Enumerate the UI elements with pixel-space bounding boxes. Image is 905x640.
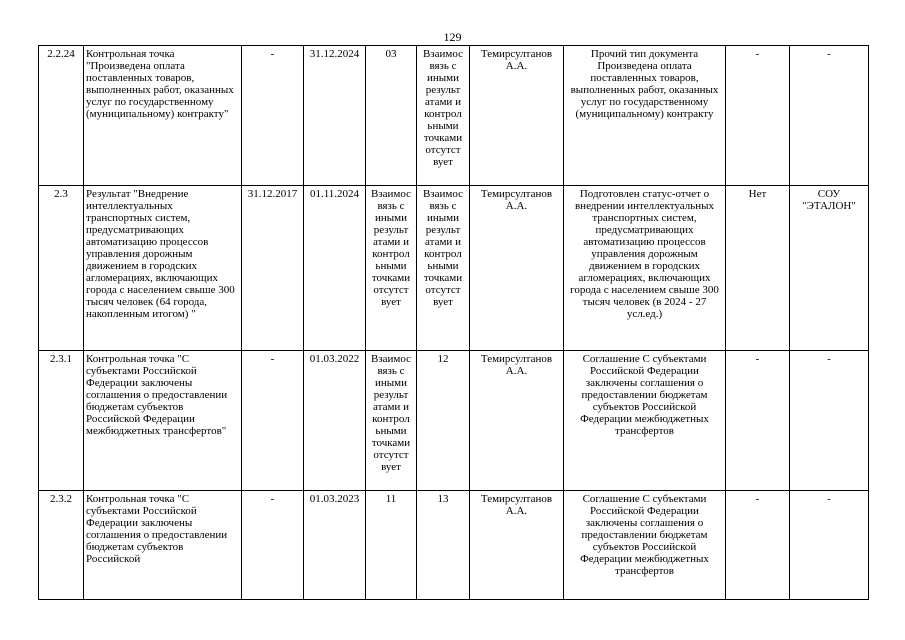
end-date: 01.03.2022 [304,351,366,491]
table-row [39,491,869,600]
predecessor: 03 [366,46,417,186]
end-date: 31.12.2024 [304,46,366,186]
table-row [39,186,869,351]
responsible-person: Темирсултанов А.А. [470,186,564,351]
start-date: - [242,351,304,491]
responsible-person: Темирсултанов А.А. [470,46,564,186]
row-number: 2.3.1 [39,351,84,491]
plan-table [38,45,869,600]
row-title: Контрольная точка "Произведена оплата поставленных товаров, выполненных работ, оказанных услуг по государственному (муниципальному) контракту" [84,46,242,186]
flag-cell: - [726,491,790,600]
flag-cell: - [726,46,790,186]
row-title: Контрольная точка "С субъектами Российской Федерации заключены соглашения о предоставлении бюджетам субъектов Российской [84,491,242,600]
end-date: 01.11.2024 [304,186,366,351]
document-type: Соглашение С субъектами Российской Федерации заключены соглашения о предоставлении бюджетам субъектов Российской Федерации межбюджетных трансфертов [564,351,726,491]
document-type: Подготовлен статус-отчет о внедрении интеллектуальных транспортных систем, предусматривающих автоматизацию процессов управления дорожным движением в городских агломерациях, включающих города с населением свыше 300 тысяч человек (в 2024 - 27 усл.ед.) [564,186,726,351]
start-date: - [242,46,304,186]
successor: 12 [417,351,470,491]
successor: 13 [417,491,470,600]
row-title: Контрольная точка "С субъектами Российской Федерации заключены соглашения о предоставлении бюджетам субъектов Российской Федерации межбюджетных трансфертов" [84,351,242,491]
predecessor: Взаимос вязь с иными результ атами и контрол ьными точками отсутст вует [366,186,417,351]
end-date: 01.03.2023 [304,491,366,600]
flag-cell: Нет [726,186,790,351]
successor: Взаимос вязь с иными результ атами и контрол ьными точками отсутст вует [417,46,470,186]
document-type: Соглашение С субъектами Российской Федерации заключены соглашения о предоставлении бюджетам субъектов Российской Федерации межбюджетных трансфертов [564,491,726,600]
document-type: Прочий тип документа Произведена оплата поставленных товаров, выполненных работ, оказанных услуг по государственному (муниципальному) контракту [564,46,726,186]
row-number: 2.3 [39,186,84,351]
start-date: 31.12.2017 [242,186,304,351]
table-row [39,46,869,186]
system-cell: СОУ "ЭТАЛОН" [790,186,869,351]
predecessor: Взаимос вязь с иными результ атами и контрол ьными точками отсутст вует [366,351,417,491]
predecessor: 11 [366,491,417,600]
table-row [39,351,869,491]
start-date: - [242,491,304,600]
successor: Взаимос вязь с иными результ атами и контрол ьными точками отсутст вует [417,186,470,351]
responsible-person: Темирсултанов А.А. [470,491,564,600]
system-cell: - [790,46,869,186]
system-cell: - [790,351,869,491]
flag-cell: - [726,351,790,491]
page-number: 129 [443,30,462,44]
row-title: Результат "Внедрение интеллектуальных транспортных систем, предусматривающих автоматизацию процессов управления дорожным движением в городских агломерациях, включающих города с населением свыше 300 тысяч человек (64 города, накопленным итогом) " [84,186,242,351]
system-cell: - [790,491,869,600]
responsible-person: Темирсултанов А.А. [470,351,564,491]
row-number: 2.2.24 [39,46,84,186]
row-number: 2.3.2 [39,491,84,600]
